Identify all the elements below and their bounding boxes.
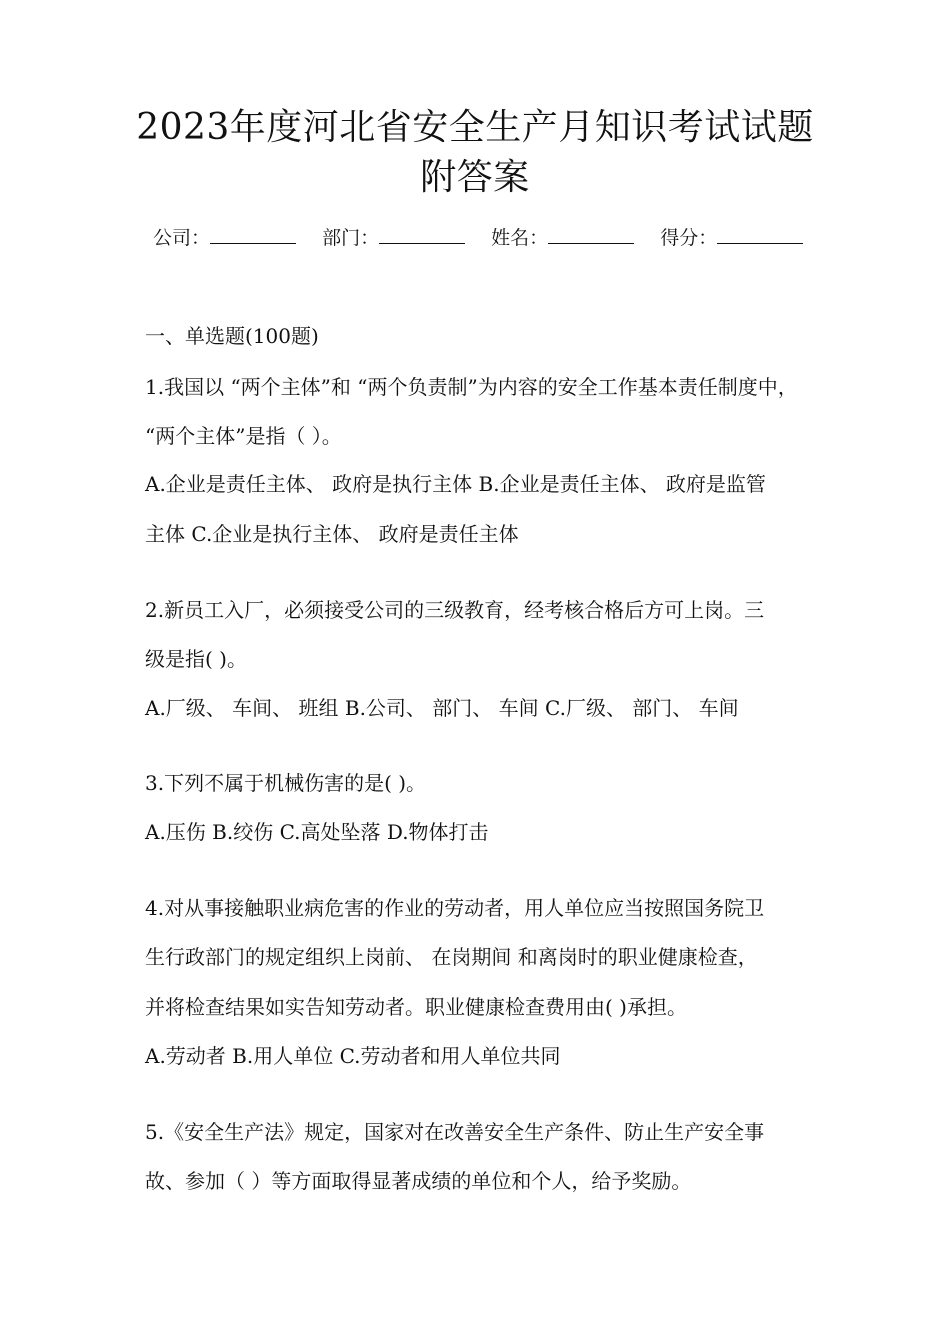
document-title: 2023年度河北省安全生产月知识考试试题 xyxy=(136,107,814,148)
blank-line xyxy=(379,225,465,244)
field-department xyxy=(322,224,465,252)
field-name xyxy=(491,224,634,252)
question-text: 2.新员工入厂，必须接受公司的三级教育，经考核合格后方可上岗。三 xyxy=(145,598,765,622)
question-text: 4.对从事接触职业病危害的作业的劳动者，用人单位应当按照国务院卫 xyxy=(145,896,765,920)
question-text: 级是指( )。 xyxy=(145,647,247,671)
document-title-line2: 附答案 xyxy=(420,157,530,198)
question-text: 1.我国以 “两个主体”和 “两个负责制”为内容的安全工作基本责任制度中， xyxy=(145,375,798,399)
question-text: 3.下列不属于机械伤害的是( )。 xyxy=(145,771,427,795)
header-fields xyxy=(153,224,823,252)
field-company xyxy=(153,224,296,252)
blank-line xyxy=(210,225,296,244)
question-text: 生行政部门的规定组织上岗前、 在岗期间 和离岗时的职业健康检查， xyxy=(145,945,758,969)
question-text: 5.《安全生产法》规定，国家对在改善安全生产条件、防止生产安全事 xyxy=(145,1120,765,1144)
blank-line xyxy=(548,225,634,244)
answer-options: A.厂级、 车间、 班组 B.公司、 部门、 车间 C.厂级、 部门、 车间 xyxy=(145,696,739,720)
field-label: 得分： xyxy=(660,227,718,249)
answer-options: A.压伤 B.绞伤 C.高处坠落 D.物体打击 xyxy=(145,820,489,844)
answer-options: 主体 C.企业是执行主体、 政府是责任主体 xyxy=(145,522,519,546)
question-text: 故、参加（ ）等方面取得显著成绩的单位和个人，给予奖励。 xyxy=(145,1169,692,1193)
question-text: “两个主体”是指（ ）。 xyxy=(145,424,342,448)
field-label: 部门： xyxy=(322,227,380,249)
field-score xyxy=(660,224,803,252)
field-label: 公司： xyxy=(153,227,211,249)
answer-options: A.企业是责任主体、 政府是执行主体 B.企业是责任主体、 政府是监管 xyxy=(145,472,766,496)
question-text: 并将检查结果如实告知劳动者。职业健康检查费用由( )承担。 xyxy=(145,995,687,1019)
answer-options: A.劳动者 B.用人单位 C.劳动者和用人单位共同 xyxy=(145,1044,561,1068)
field-label: 姓名： xyxy=(491,227,549,249)
section-heading: 一、单选题(100题) xyxy=(145,324,319,348)
blank-line xyxy=(717,225,803,244)
